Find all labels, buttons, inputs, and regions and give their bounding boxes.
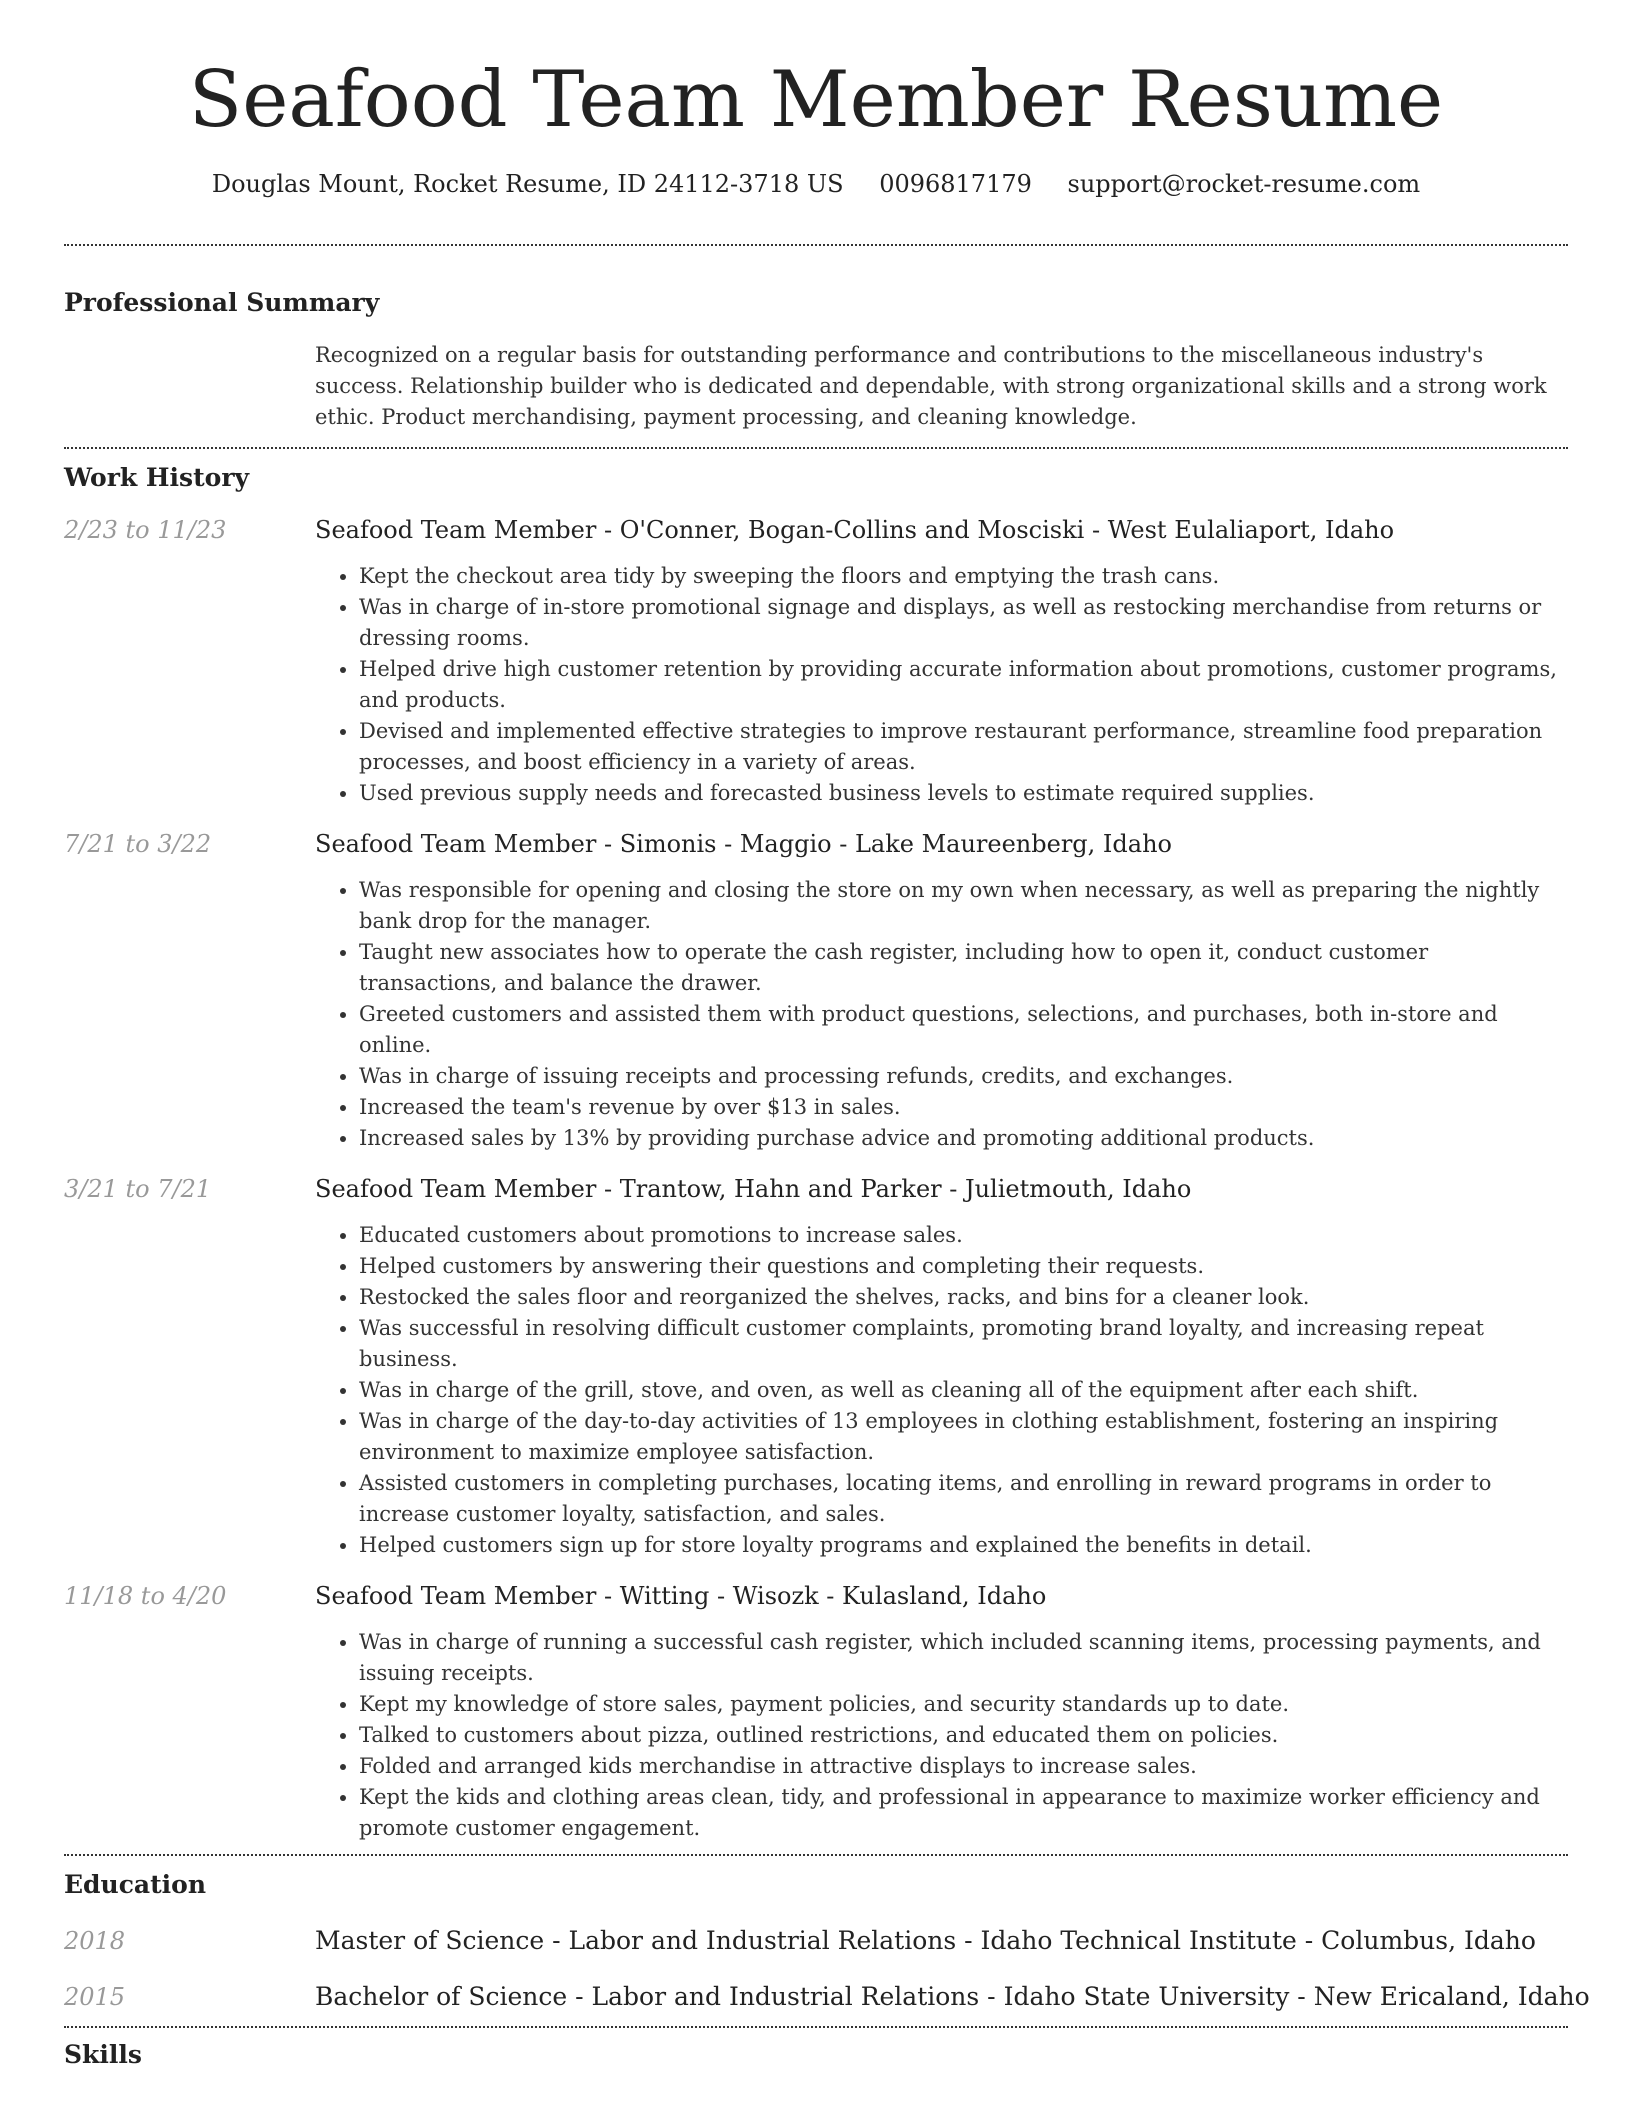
summary-heading: Professional Summary — [64, 288, 380, 317]
contact-address: Douglas Mount, Rocket Resume, ID 24112-3718 US — [211, 170, 844, 198]
education-entry-body — [315, 1980, 1590, 2014]
job-title: Seafood Team Member - Trantow, Hahn and Parker - Julietmouth, Idaho — [315, 1175, 1192, 1203]
job-title: Seafood Team Member - O'Conner, Bogan-Collins and Mosciski - West Eulaliaport, Idaho — [315, 516, 1395, 544]
job-bullet: • Increased sales by 13% by providing purchase advice and promoting additional products. — [359, 1123, 1568, 1154]
education-year: 2015 — [64, 1983, 126, 2011]
job-bullet: • Helped customers sign up for store loyalty programs and explained the benefits in detail. — [359, 1530, 1568, 1561]
skills-heading: Skills — [64, 2040, 142, 2069]
contact-email: support@rocket-resume.com — [1067, 170, 1421, 198]
work-dates: 2/23 to 11/23 — [64, 516, 227, 544]
education-year: 2018 — [64, 1927, 126, 1955]
job-bullet: • Was in charge of in-store promotional signage and displays, as well as restocking merchandise from returns or dressing rooms. — [359, 592, 1568, 654]
summary-text: Recognized on a regular basis for outstanding performance and contributions to the miscellaneous industry's success. Relationship builder who is dedicated and dependable, with strong organizational skills and a strong work ethic. Product merchandising, payment processing, and cleaning knowledge. — [315, 343, 1547, 429]
education-entry — [64, 1924, 1568, 1958]
job-bullet: • Restocked the sales floor and reorganized the shelves, racks, and bins for a cleaner look. — [359, 1282, 1568, 1313]
work-entry — [64, 1172, 1568, 1561]
job-bullet: • Was responsible for opening and closing the store on my own when necessary, as well as preparing the nightly bank drop for the manager. — [359, 875, 1568, 937]
summary-section — [64, 246, 1568, 433]
job-bullet: • Helped drive high customer retention by providing accurate information about promotions, customer programs, and products. — [359, 654, 1568, 716]
education-entry — [64, 1980, 1590, 2014]
job-bullets — [315, 1220, 1568, 1561]
work-entry-body — [315, 1172, 1568, 1561]
job-bullet: • Used previous supply needs and forecasted business levels to estimate required supplies. — [359, 778, 1568, 809]
job-bullet: • Talked to customers about pizza, outlined restrictions, and educated them on policies. — [359, 1720, 1568, 1751]
work-dates: 3/21 to 7/21 — [64, 1175, 212, 1203]
work-history-section — [64, 449, 1568, 1844]
job-bullet: • Helped customers by answering their questions and completing their requests. — [359, 1251, 1568, 1282]
job-bullet: • Greeted customers and assisted them with product questions, selections, and purchases, both in-store and online. — [359, 999, 1568, 1061]
job-bullet: • Increased the team's revenue by over $13 in sales. — [359, 1092, 1568, 1123]
job-bullets — [315, 875, 1568, 1154]
resume-title: Seafood Team Member Resume — [188, 55, 1444, 145]
job-bullet: • Taught new associates how to operate the cash register, including how to open it, conduct customer transactions, and balance the drawer. — [359, 937, 1568, 999]
job-bullet: • Devised and implemented effective strategies to improve restaurant performance, streamline food preparation processes, and boost efficiency in a variety of areas. — [359, 716, 1568, 778]
job-bullet: • Assisted customers in completing purchases, locating items, and enrolling in reward programs in order to increase customer loyalty, satisfaction, and sales. — [359, 1468, 1568, 1530]
work-history-heading: Work History — [64, 463, 250, 492]
work-entry — [64, 1579, 1568, 1844]
contact-line — [64, 168, 1568, 200]
job-bullet: • Was in charge of the day-to-day activities of 13 employees in clothing establishment, fostering an inspiring environment to maximize employee satisfaction. — [359, 1406, 1568, 1468]
education-heading: Education — [64, 1870, 207, 1899]
skills-section — [64, 2028, 1568, 2072]
job-title: Seafood Team Member - Simonis - Maggio - Lake Maureenberg, Idaho — [315, 830, 1172, 858]
job-list — [64, 513, 1568, 1844]
job-bullets — [315, 1627, 1568, 1844]
work-entry-body — [315, 1579, 1568, 1844]
job-bullet: • Folded and arranged kids merchandise in attractive displays to increase sales. — [359, 1751, 1568, 1782]
education-section — [64, 1856, 1590, 2014]
job-bullet: • Kept the checkout area tidy by sweeping the floors and emptying the trash cans. — [359, 561, 1568, 592]
job-bullet: • Was in charge of running a successful cash register, which included scanning items, processing payments, and issuing receipts. — [359, 1627, 1568, 1689]
job-bullet: • Was in charge of the grill, stove, and oven, as well as cleaning all of the equipment after each shift. — [359, 1375, 1568, 1406]
job-bullets — [315, 561, 1568, 809]
work-entry-body — [315, 827, 1568, 1154]
job-bullet: • Was in charge of issuing receipts and processing refunds, credits, and exchanges. — [359, 1061, 1568, 1092]
degree-title: Bachelor of Science - Labor and Industrial Relations - Idaho State University - New Ericaland, Idaho — [315, 1982, 1590, 2011]
job-bullet: • Was successful in resolving difficult customer complaints, promoting brand loyalty, and increasing repeat business. — [359, 1313, 1568, 1375]
education-entry-body — [315, 1924, 1568, 1958]
job-title: Seafood Team Member - Witting - Wisozk - Kulasland, Idaho — [315, 1582, 1047, 1610]
work-dates: 7/21 to 3/22 — [64, 830, 212, 858]
job-bullet: • Educated customers about promotions to increase sales. — [359, 1220, 1568, 1251]
job-bullet: • Kept my knowledge of store sales, payment policies, and security standards up to date. — [359, 1689, 1568, 1720]
degree-title: Master of Science - Labor and Industrial Relations - Idaho Technical Institute - Columbus, Idaho — [315, 1926, 1536, 1955]
education-list — [64, 1924, 1590, 2014]
work-dates: 11/18 to 4/20 — [64, 1582, 227, 1610]
work-entry — [64, 513, 1568, 809]
contact-phone: 0096817179 — [879, 170, 1032, 198]
work-entry — [64, 827, 1568, 1154]
job-bullet: • Kept the kids and clothing areas clean, tidy, and professional in appearance to maximize worker efficiency and promote customer engagement. — [359, 1782, 1568, 1844]
work-entry-body — [315, 513, 1568, 809]
